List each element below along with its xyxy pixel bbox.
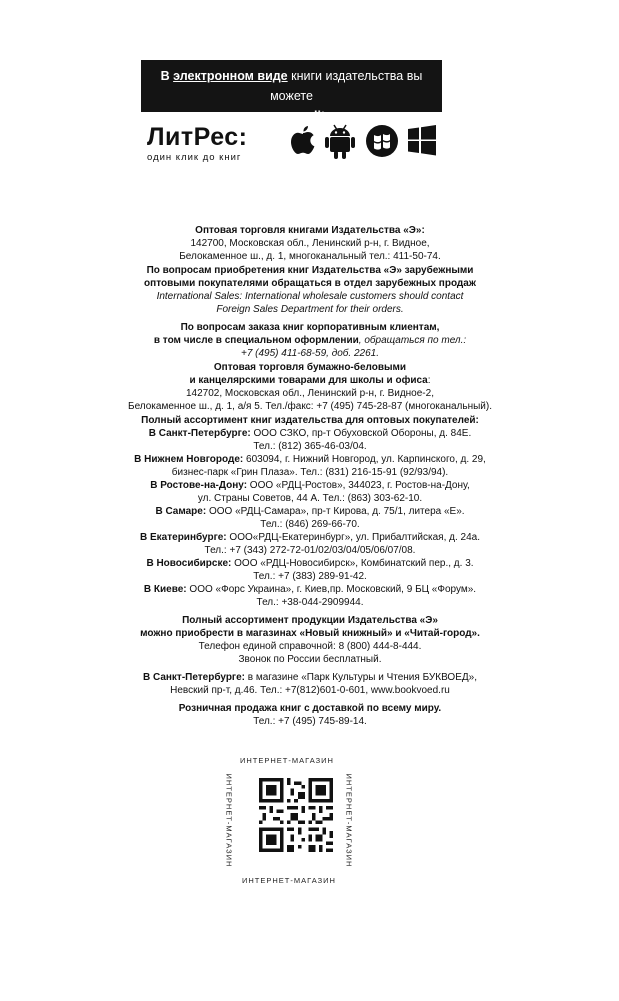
stationery-title-1: Оптовая торговля бумажно-беловыми <box>213 362 407 373</box>
corporate-title-2-tail: , обращаться по тел.: <box>358 335 467 346</box>
samara-address: ООО «РДЦ-Самара», пр-т Кирова, д. 75/1, литера «Е». <box>206 506 465 517</box>
android-icon <box>325 124 355 160</box>
foreign-title-2: оптовыми покупателями обращаться в отдел зарубежных продаж <box>144 278 476 289</box>
assortment-section <box>110 414 510 609</box>
wholesale-address-2: Белокаменное ш., д. 1, многоканальный тел.: 411-50-74. <box>179 251 441 262</box>
corporate-title-2-line <box>110 334 510 347</box>
foreign-english-2: Foreign Sales Department for their orders. <box>216 304 404 315</box>
spb-tel: Тел.: (812) 365-46-03/04. <box>253 441 367 452</box>
stationery-title-2-tail: : <box>427 375 431 386</box>
nn-address: 603094, г. Нижний Новгород, ул. Карпинского, д. 29, <box>243 454 486 465</box>
rnd-line <box>110 479 510 492</box>
samara-line <box>110 505 510 518</box>
samara-tel: Тел.: (846) 269-66-70. <box>260 519 360 530</box>
rnd-address: ООО «РДЦ-Ростов», 344023, г. Ростов-на-Дону, <box>247 480 470 491</box>
publisher-contacts <box>110 224 510 729</box>
bookvoed-city: В Санкт-Петербурге: <box>142 672 245 683</box>
bookvoed-address-2: Невский пр-т, д.46. Тел.: +7(812)601-0-601, www.bookvoed.ru <box>170 685 450 696</box>
windows-icon <box>407 124 437 156</box>
shop-label-left: ИНТЕРНЕТ-МАГАЗИН <box>224 773 234 868</box>
retail-chains-phone: Телефон единой справочной: 8 (800) 444-8-444. <box>198 641 422 652</box>
retail-section <box>110 702 510 728</box>
retail-tel: Тел.: +7 (495) 745-89-14. <box>253 716 367 727</box>
nn-address-2: бизнес-парк «Грин Плаза». Тел.: (831) 216-15-91 (92/93/94). <box>171 467 449 478</box>
foreign-english-1: International Sales: International wholesale customers should contact <box>156 291 464 302</box>
corporate-title-2: в том числе в специальном оформлении <box>153 335 359 346</box>
wholesale-section <box>110 224 510 263</box>
nn-city: В Нижнем Новгороде: <box>134 454 244 465</box>
foreign-title-1: По вопросам приобретения книг Издательства «Э» зарубежными <box>146 265 474 276</box>
apple-icon <box>289 124 317 158</box>
corporate-title-1: По вопросам заказа книг корпоративным клиентам, <box>180 322 440 333</box>
banner-electronic-link[interactable]: электронном виде <box>173 69 288 83</box>
retail-chains-title-1: Полный ассортимент продукции Издательства «Э» <box>182 615 438 626</box>
retail-title: Розничная продажа книг с доставкой по всему миру. <box>178 703 442 714</box>
banner-text: купить на <box>223 109 282 123</box>
spb-city: В Санкт-Петербурге: <box>148 428 251 439</box>
litres-tagline: один клик до книг <box>147 152 242 163</box>
corporate-section <box>110 321 510 360</box>
ekb-city: В Екатеринбурге: <box>140 532 227 543</box>
stationery-address-2: Белокаменное ш., д. 1, а/я 5. Тел./факс: +7 (495) 745-28-87 (многоканальный). <box>128 401 492 412</box>
banner-text: В <box>160 69 174 83</box>
bookvoed-address: в магазине «Парк Культуры и Чтения БУКВОЕД», <box>245 672 477 683</box>
kiev-line <box>110 583 510 596</box>
wholesale-address-1: 142700, Московская обл., Ленинский р-н, г. Видное, <box>190 238 430 249</box>
assortment-title: Полный ассортимент книг издательства для оптовых покупателей: <box>141 415 479 426</box>
retail-chains-section <box>110 614 510 666</box>
nn-line <box>110 453 510 466</box>
ekb-address: ООО«РДЦ-Екатеринбург», ул. Прибалтийская, д. 24а. <box>226 532 480 543</box>
stationery-title-2: и канцелярскими товарами для школы и офиса <box>189 375 428 386</box>
wholesale-title: Оптовая торговля книгами Издательства «Э»: <box>195 225 425 236</box>
stationery-address-1: 142702, Московская обл., Ленинский р-н, г. Видное-2, <box>186 388 434 399</box>
bookvoed-section <box>110 671 510 697</box>
qr-code[interactable] <box>259 776 333 854</box>
litres-logo <box>147 124 248 163</box>
nsk-address: ООО «РДЦ-Новосибирск», Комбинатский пер., д. 3. <box>231 558 474 569</box>
kiev-tel: Тел.: +38-044-2909944. <box>256 597 364 608</box>
nsk-city: В Новосибирске: <box>146 558 232 569</box>
foreign-sales-section <box>110 264 510 316</box>
stationery-title-2-line <box>110 374 510 387</box>
retail-chains-title-2: можно приобрести в магазинах «Новый книжный» и «Читай-город». <box>140 628 480 639</box>
litres-url-link[interactable]: www.litres.ru <box>281 109 360 123</box>
nsk-tel: Тел.: +7 (383) 289-91-42. <box>253 571 367 582</box>
banner-line-1 <box>141 66 442 106</box>
kiev-city: В Киеве: <box>143 584 187 595</box>
litres-name: ЛитРес: <box>147 123 248 151</box>
ekb-tel: Тел.: +7 (343) 272-72-01/02/03/04/05/06/07/08. <box>204 545 416 556</box>
windows-phone-icon <box>365 124 399 158</box>
banner-text: книги издательства вы можете <box>270 69 423 103</box>
rnd-city: В Ростове-на-Дону: <box>150 480 248 491</box>
litres-banner <box>141 60 442 123</box>
spb-line <box>110 427 510 440</box>
ekb-line <box>110 531 510 544</box>
spb-address: ООО СЗКО, пр-т Обуховской Обороны, д. 84Е. <box>250 428 472 439</box>
stationery-section <box>110 361 510 413</box>
samara-city: В Самаре: <box>155 506 207 517</box>
retail-chains-free-call: Звонок по России бесплатный. <box>238 654 382 665</box>
rnd-address-2: ул. Страны Советов, 44 А. Тел.: (863) 303-62-10. <box>197 493 423 504</box>
kiev-address: ООО «Форс Украина», г. Киев,пр. Московский, 9 БЦ «Форум». <box>186 584 477 595</box>
bookvoed-line <box>110 671 510 684</box>
shop-label-top: ИНТЕРНЕТ-МАГАЗИН <box>240 756 334 765</box>
nsk-line <box>110 557 510 570</box>
corporate-phone: +7 (495) 411-68-59, доб. 2261. <box>240 348 379 359</box>
shop-label-bottom: ИНТЕРНЕТ-МАГАЗИН <box>242 876 336 885</box>
shop-label-right: ИНТЕРНЕТ-МАГАЗИН <box>344 773 354 868</box>
